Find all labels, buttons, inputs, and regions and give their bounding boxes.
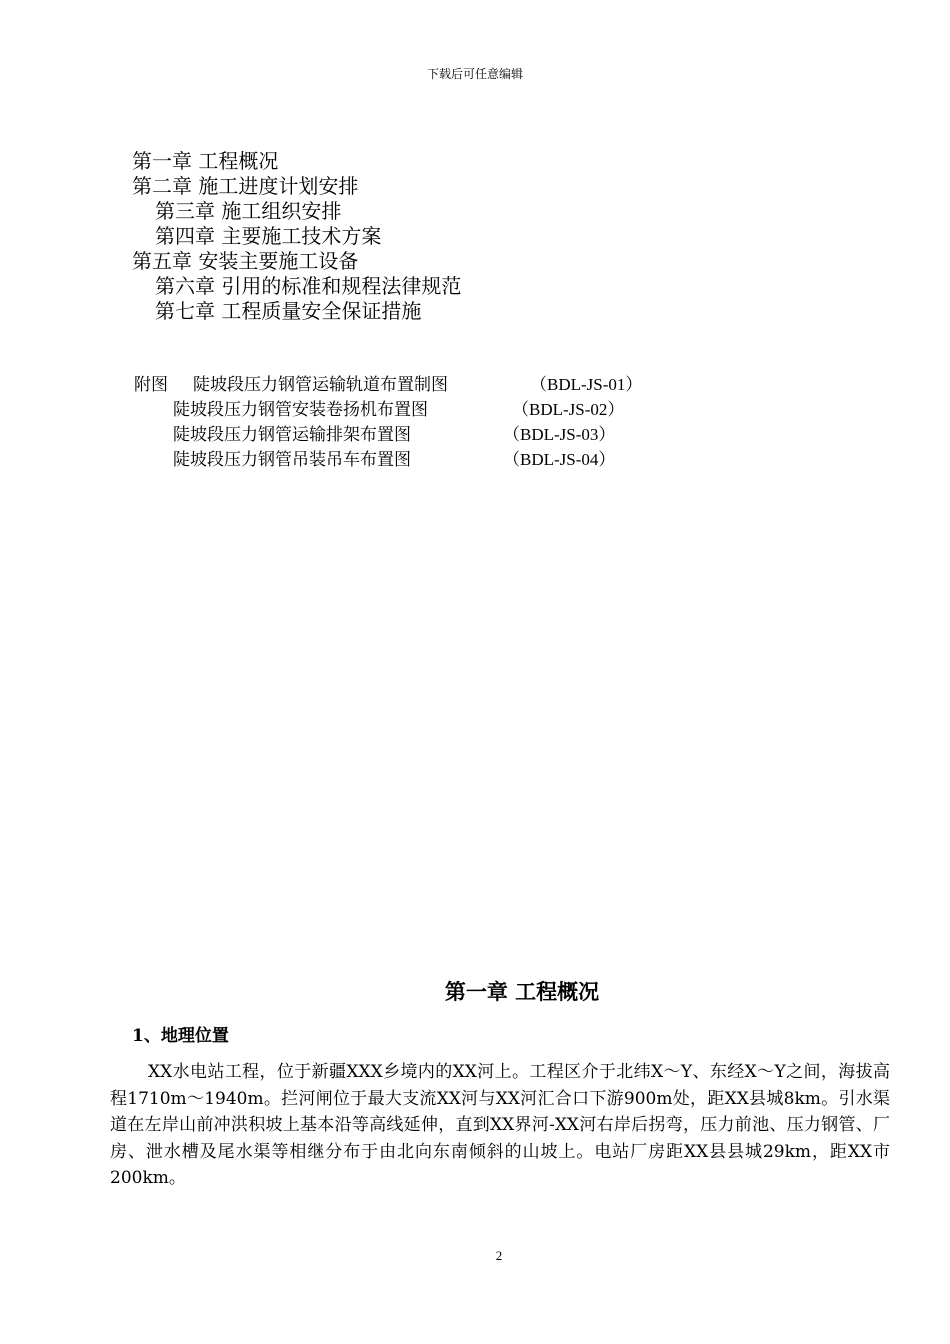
page-number: 2 xyxy=(495,1248,503,1263)
toc-item-chapter-1[interactable]: 第一章 工程概况 xyxy=(132,149,279,173)
section-heading: 1、地理位置 xyxy=(132,1026,229,1046)
toc-item-chapter-6[interactable]: 第六章 引用的标准和规程法律规范 xyxy=(155,274,462,298)
appendix-item-code: （BDL-JS-02） xyxy=(512,400,625,419)
appendix-item-title: 陡坡段压力钢管运输排架布置图 xyxy=(173,425,411,445)
appendix-item-title: 陡坡段压力钢管运输轨道布置制图 xyxy=(193,375,448,395)
toc-item-chapter-7[interactable]: 第七章 工程质量安全保证措施 xyxy=(155,299,422,323)
chapter-title: 第一章 工程概况 xyxy=(444,979,600,1004)
appendix-item-title: 陡坡段压力钢管吊装吊车布置图 xyxy=(173,450,411,470)
page-header: 下载后可任意编辑 xyxy=(426,67,523,81)
appendix-item-code: （BDL-JS-01） xyxy=(530,375,643,394)
body-paragraph: XX水电站工程，位于新疆XXX乡境内的XX河上。工程区介于北纬X～Y、东经X～Y之间，海拔高程1710m～1940m。拦河闸位于最大支流XX河与XX河汇合口下游900m处，距XX县城8km。引水渠道在左岸山前冲洪积坡上基本沿等高线延伸，直到XX界河-XX河右岸后拐弯，压力前池、压力钢管、厂房、泄水槽及尾水渠等相继分布于由北向东南倾斜的山坡上。电站厂房距XX县县城29km，距XX市200km。 xyxy=(110,1062,890,1189)
appendix-item-code: （BDL-JS-04） xyxy=(503,450,616,469)
appendix-item-code: （BDL-JS-03） xyxy=(503,425,616,444)
appendix-item-title: 陡坡段压力钢管安装卷扬机布置图 xyxy=(173,400,428,420)
appendix-label: 附图 xyxy=(134,375,168,395)
toc-item-chapter-4[interactable]: 第四章 主要施工技术方案 xyxy=(155,224,382,248)
toc-item-chapter-3[interactable]: 第三章 施工组织安排 xyxy=(155,199,342,223)
toc-item-chapter-2[interactable]: 第二章 施工进度计划安排 xyxy=(132,174,359,198)
toc-item-chapter-5[interactable]: 第五章 安装主要施工设备 xyxy=(132,249,359,273)
